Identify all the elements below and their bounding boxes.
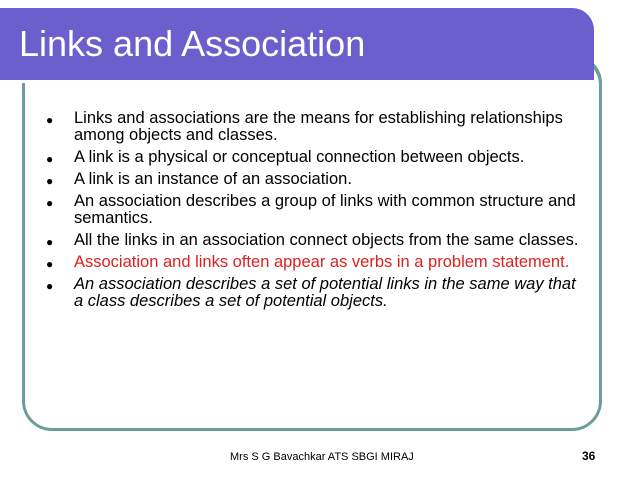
bullet-icon: ● bbox=[46, 174, 54, 188]
bullet-icon: ● bbox=[46, 235, 54, 249]
bullet-icon: ● bbox=[46, 196, 54, 210]
bullet-icon: ● bbox=[46, 152, 54, 166]
bullet-list bbox=[46, 110, 586, 315]
bullet-text: A link is a physical or conceptual connection between objects. bbox=[74, 148, 525, 166]
bullet-icon: ● bbox=[46, 113, 54, 127]
slide-footer: Mrs S G Bavachkar ATS SBGI MIRAJ bbox=[230, 451, 414, 463]
bullet-icon: ● bbox=[46, 279, 54, 293]
bullet-item bbox=[46, 149, 586, 166]
bullet-text: Links and associations are the means for establishing relationships among objects and classes. bbox=[74, 109, 563, 144]
bullet-text: Association and links often appear as verbs in a problem statement. bbox=[74, 253, 570, 271]
bullet-item bbox=[46, 232, 586, 249]
bullet-text: All the links in an association connect objects from the same classes. bbox=[74, 231, 579, 249]
page-number: 36 bbox=[582, 449, 596, 463]
title-underline bbox=[20, 80, 592, 83]
bullet-item bbox=[46, 171, 586, 188]
bullet-item-highlight bbox=[46, 254, 586, 271]
slide-title: Links and Association bbox=[19, 23, 366, 64]
bullet-item-italic bbox=[46, 276, 586, 310]
bullet-text: An association describes a group of links with common structure and semantics. bbox=[74, 192, 576, 227]
bullet-item bbox=[46, 110, 586, 144]
bullet-text: An association describes a set of potential links in the same way that a class describes a set of potential objects. bbox=[74, 275, 576, 310]
bullet-item bbox=[46, 193, 586, 227]
bullet-icon: ● bbox=[46, 257, 54, 271]
bullet-text: A link is an instance of an association. bbox=[74, 170, 352, 188]
